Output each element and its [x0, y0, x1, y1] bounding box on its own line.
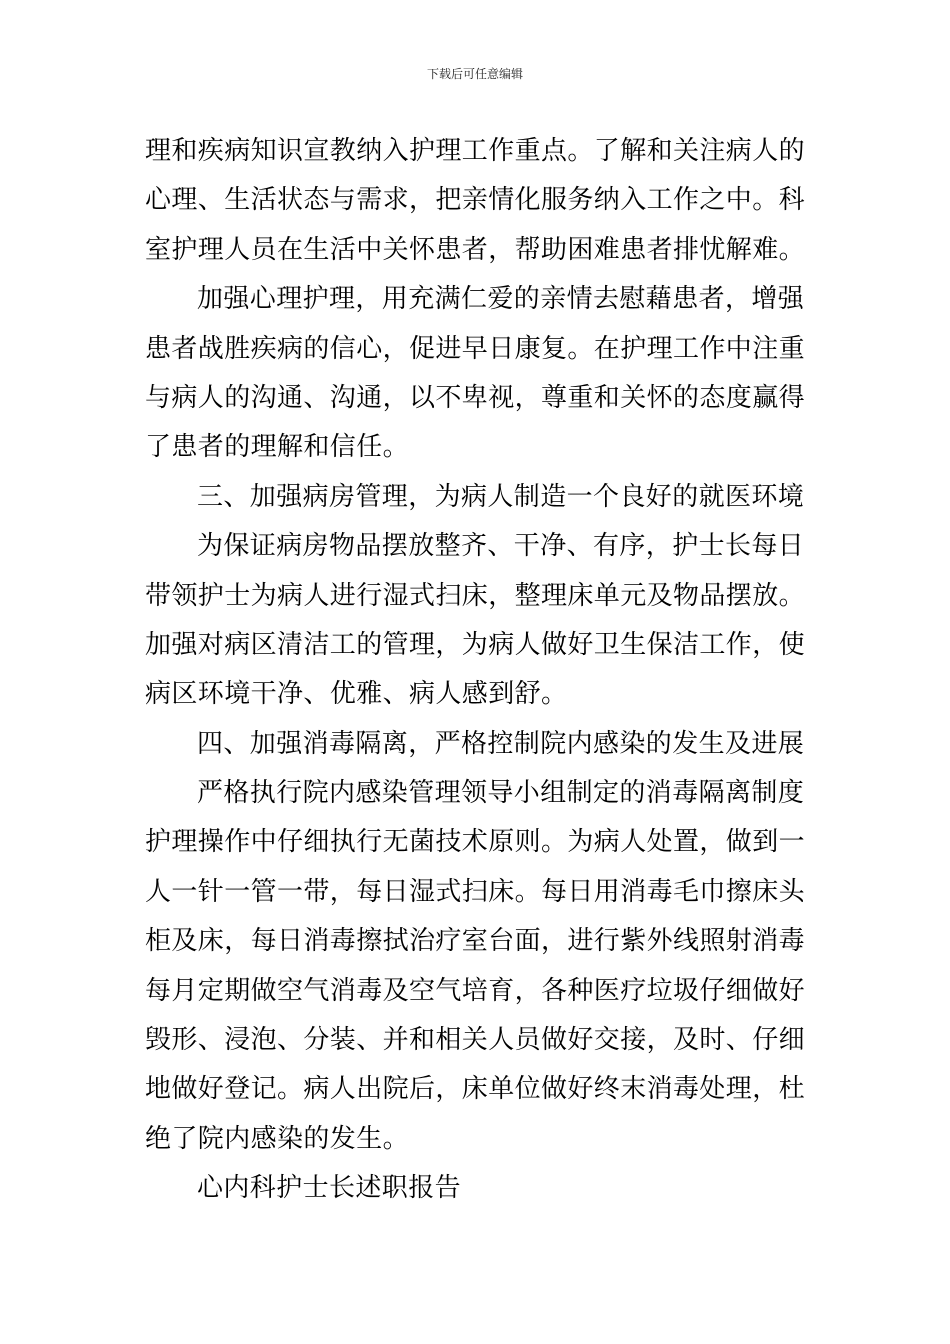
paragraph-line: 患者战胜疾病的信心，促进早日康复。在护理工作中注重	[145, 333, 806, 364]
section-heading: 三、加强病房管理，为病人制造一个良好的就医环境	[197, 481, 805, 512]
paragraph-line: 心理、生活状态与需求，把亲情化服务纳入工作之中。科	[145, 185, 806, 216]
paragraph-line: 每月定期做空气消毒及空气培育，各种医疗垃圾仔细做好	[145, 975, 806, 1006]
paragraph-line: 绝了院内感染的发生。	[145, 1123, 410, 1154]
paragraph-line: 了患者的理解和信任。	[145, 432, 410, 463]
paragraph-line: 柜及床，每日消毒擦拭治疗室台面，进行紫外线照射消毒	[145, 926, 806, 957]
paragraph-line: 护理操作中仔细执行无菌技术原则。为病人处置，做到一	[145, 827, 806, 858]
paragraph-line: 严格执行院内感染管理领导小组制定的消毒隔离制度	[197, 778, 805, 809]
paragraph-line: 理和疾病知识宣教纳入护理工作重点。了解和关注病人的	[145, 136, 806, 166]
paragraph-line: 人一针一管一带，每日湿式扫床。每日用消毒毛巾擦床头	[145, 876, 806, 907]
document-body	[145, 127, 807, 1214]
paragraph-line: 带领护士为病人进行湿式扫床，整理床单元及物品摆放。	[145, 580, 806, 611]
document-title-line: 心内科护士长述职报告	[197, 1173, 462, 1204]
section-heading: 四、加强消毒隔离，严格控制院内感染的发生及进展	[197, 728, 805, 759]
paragraph-line: 与病人的沟通、沟通，以不卑视，尊重和关怀的态度赢得	[145, 382, 806, 413]
paragraph-line: 毁形、浸泡、分装、并和相关人员做好交接，及时、仔细	[145, 1025, 806, 1056]
paragraph-line: 加强对病区清洁工的管理，为病人做好卫生保洁工作，使	[145, 629, 806, 660]
paragraph-line: 病区环境干净、优雅、病人感到舒。	[145, 679, 568, 710]
page-header: 下载后可任意编辑	[426, 67, 523, 81]
paragraph-line: 为保证病房物品摆放整齐、干净、有序，护士长每日	[197, 531, 805, 562]
paragraph-line: 地做好登记。病人出院后，床单位做好终末消毒处理，杜	[145, 1074, 806, 1105]
paragraph-line: 加强心理护理，用充满仁爱的亲情去慰藉患者，增强	[197, 284, 805, 315]
paragraph-line: 室护理人员在生活中关怀患者，帮助困难患者排忧解难。	[145, 234, 806, 265]
